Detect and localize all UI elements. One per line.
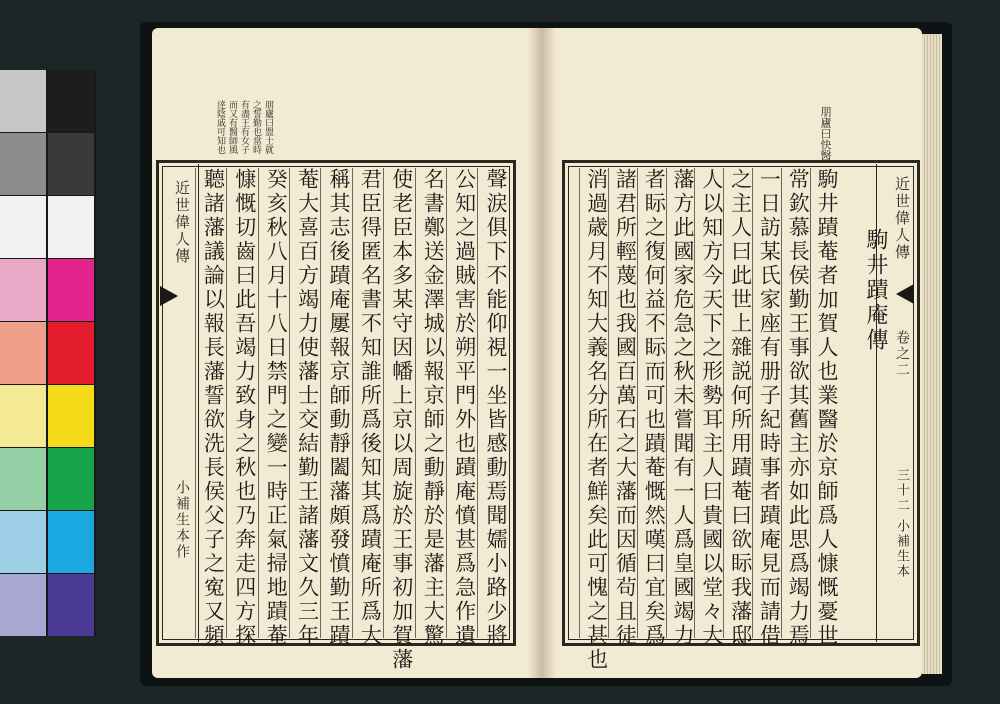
text-column: 駒井蹟菴者加賀人也業醫於京師爲人慷慨憂世: [815, 168, 839, 648]
text-column: 諸君所輕蔑也我國百萬石之大藩而因循茍且徒: [613, 168, 638, 648]
margin-note-column: 朋廬曰盟士就: [263, 100, 273, 154]
margin-note-column: 而又有醫師風: [227, 100, 237, 154]
color-swatch: [0, 196, 46, 258]
color-swatch: [0, 574, 46, 636]
text-column: 之主人曰此世上雜説何所用蹟菴曰欲眎我藩邸: [728, 168, 753, 648]
color-swatch: [0, 259, 46, 321]
page-edges: [922, 34, 942, 674]
text-column: 者眎之復何益不眎而可也蹟菴慨然嘆曰宜矣爲: [642, 168, 667, 648]
color-swatch: [48, 259, 94, 321]
color-swatch: [48, 574, 94, 636]
text-column: 稱其志後蹟庵屢報京師動靜闔藩頗發憤勤王蹟: [327, 168, 351, 648]
text-column: 一日訪某氏家座有册子紀時事者蹟庵見而請借: [757, 168, 782, 648]
color-swatch: [0, 322, 46, 384]
text-column: 聲涙俱下不能仰視一坐皆感動焉聞嬬小路少將: [484, 168, 508, 648]
color-swatch: [48, 133, 94, 195]
right-header-note: 朋廬曰快醫: [819, 106, 832, 161]
text-column: 慷慨切齒曰此吾竭力致身之秋也乃奔走四方探: [232, 168, 257, 648]
color-swatch: [0, 448, 46, 510]
page-gutter: [528, 28, 556, 678]
margin-note-column: 有盡王有女子: [239, 100, 249, 154]
column-rule: [195, 168, 196, 638]
text-column: 常欽慕長侯勤王事欲其舊主亦如此思爲竭力焉: [786, 168, 811, 648]
text-column: 君臣得匿名書不知誰所爲後知其爲蹟庵所爲大: [358, 168, 383, 648]
text-column: 藩方此國家危急之秋未嘗聞有一人爲皇國竭力: [671, 168, 695, 648]
text-column: 癸亥秋八月十八日禁門之變一時正氣掃地蹟菴: [264, 168, 289, 648]
left-fore-edge-lower-text: 小補生本作: [174, 480, 190, 560]
text-column: 使老臣本多某守因幡上京以周旋於王事初加賀藩: [389, 168, 414, 672]
column-rule: [579, 168, 580, 638]
text-column: 公知之過賊害於朔平門外也蹟庵憤甚爲急作遺: [452, 168, 477, 648]
right-title: 駒井蹟庵傳: [863, 228, 888, 353]
margin-note-column: 之誓勤也當時: [251, 100, 261, 154]
margin-note-column: 逹陰戚可知也: [215, 100, 225, 154]
right-fish-tail: [896, 284, 914, 304]
text-column: 名書鄭送金澤城以報京師之動靜於是藩主大驚: [421, 168, 446, 648]
color-swatch: [0, 385, 46, 447]
text-column: 消過歳月不知大義名分所在者鮮矣此可愧之甚也: [584, 168, 609, 672]
color-swatch: [48, 448, 94, 510]
color-swatch: [48, 196, 94, 258]
left-fore-edge-text: 近世偉人傳: [173, 180, 191, 265]
right-fore-edge-lower-text: 三十二 小補生本: [894, 468, 909, 580]
color-swatch: [48, 322, 94, 384]
color-swatch: [48, 385, 94, 447]
left-fish-tail: [160, 286, 178, 306]
color-checker: [0, 70, 96, 636]
text-column: 聽諸藩議論以報長藩誓欲洗長侯父子之寃又頻: [201, 168, 226, 648]
color-swatch: [0, 70, 46, 132]
right-fore-edge-text: 近世偉人傳: [893, 176, 911, 261]
color-swatch: [48, 511, 94, 573]
right-fore-edge-mid-text: 卷之二: [894, 330, 910, 378]
color-swatch: [48, 70, 94, 132]
text-column: 人以知方今天下之形勢耳主人曰貴國以堂々大: [699, 168, 724, 648]
color-swatch: [0, 133, 46, 195]
text-column: 菴大喜百方竭力使藩士交結勤王諸藩文久三年: [295, 168, 320, 648]
color-swatch: [0, 511, 46, 573]
